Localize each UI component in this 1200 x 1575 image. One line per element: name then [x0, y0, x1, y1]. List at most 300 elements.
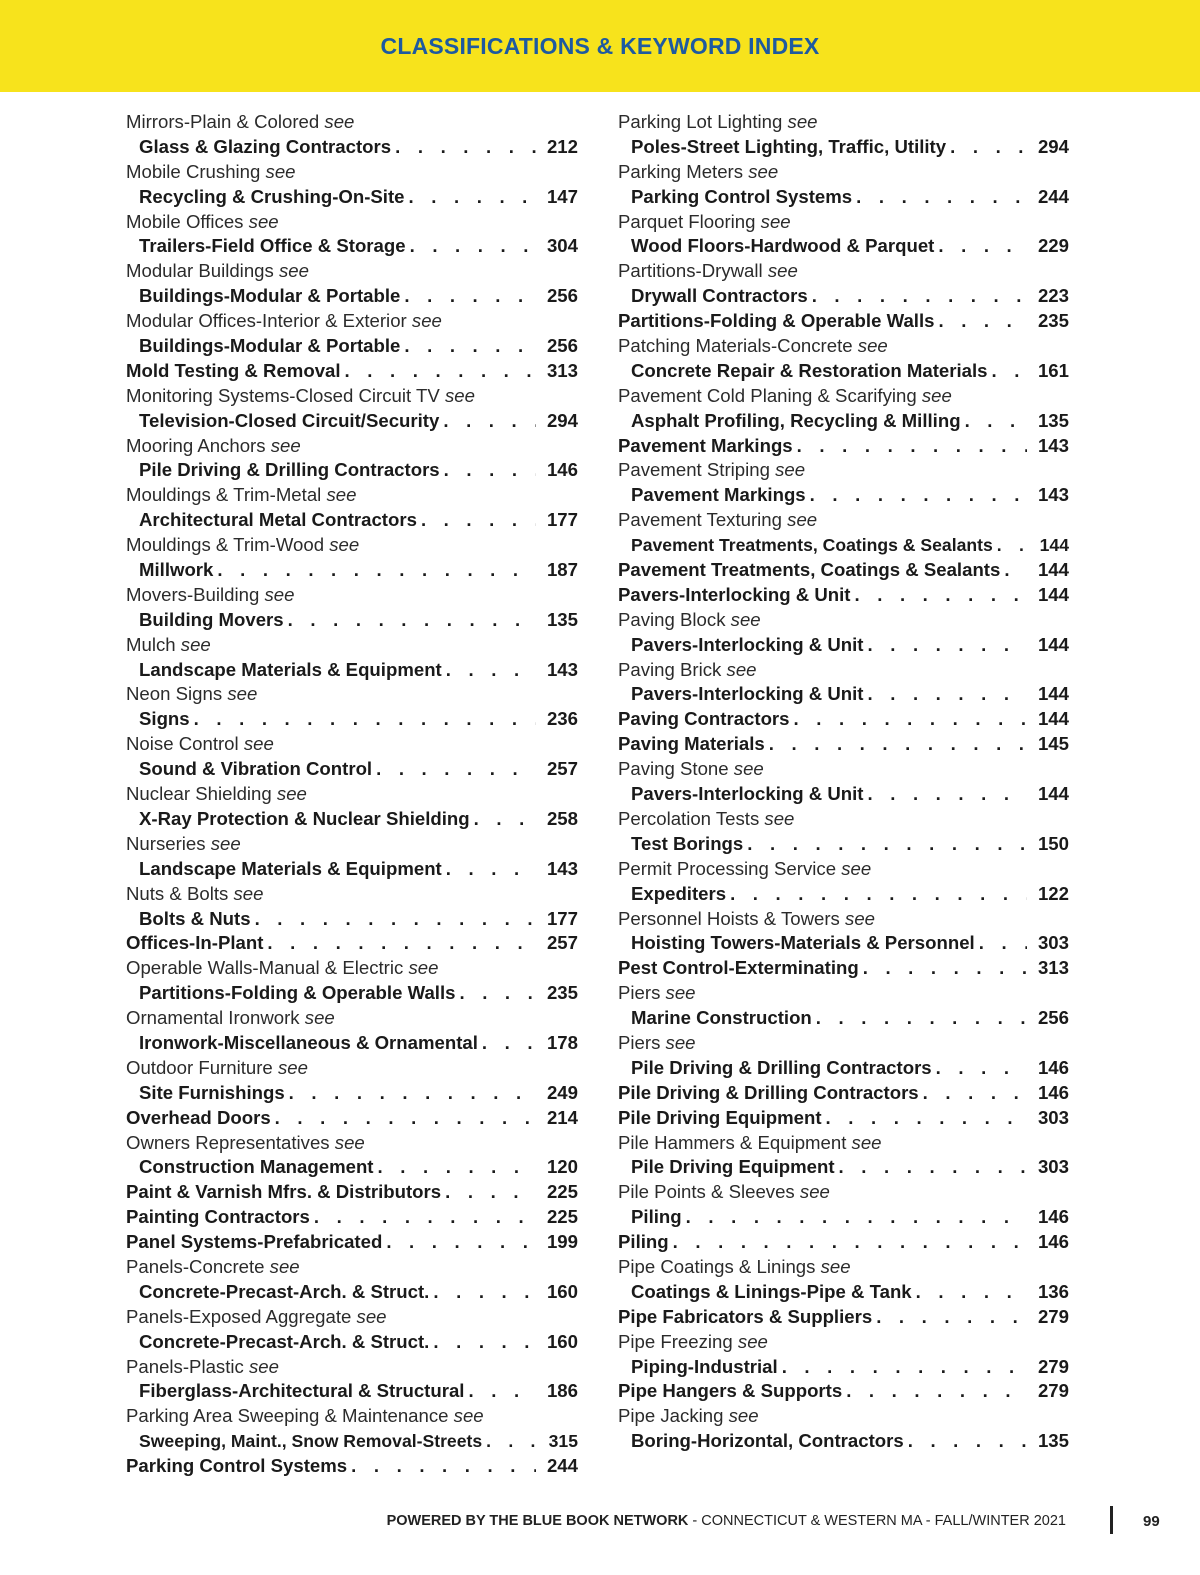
index-classification — [126, 1230, 578, 1255]
reference-keyword: Paving Brick — [618, 658, 722, 680]
index-classification — [618, 1056, 1069, 1081]
index-reference — [126, 259, 578, 284]
dot-leader — [386, 1230, 536, 1255]
dot-leader — [410, 234, 536, 259]
dot-leader — [275, 1106, 536, 1131]
index-classification — [618, 1355, 1069, 1380]
index-classification — [126, 857, 578, 882]
index-reference — [126, 210, 578, 235]
classification-label: Overhead Doors — [126, 1106, 275, 1131]
classification-label: Pavers-Interlocking & Unit — [631, 682, 867, 707]
index-reference — [618, 334, 1069, 359]
classification-page: 279 — [1037, 1305, 1069, 1327]
index-classification — [618, 956, 1069, 981]
index-classification — [618, 707, 1069, 732]
classification-label: Test Borings — [631, 832, 747, 857]
reference-keyword: Modular Buildings — [126, 260, 274, 282]
reference-keyword: Movers-Building — [126, 583, 260, 605]
index-classification — [126, 234, 578, 259]
see-label: see — [264, 583, 295, 605]
index-classification — [618, 1106, 1069, 1131]
classification-label: Parking Control Systems — [126, 1454, 351, 1479]
index-reference — [126, 682, 578, 707]
classification-page: 122 — [1037, 882, 1069, 904]
classification-label: Building Movers — [139, 608, 288, 633]
classification-label: Parking Control Systems — [631, 185, 856, 210]
classification-label: X-Ray Protection & Nuclear Shielding — [139, 807, 474, 832]
index-classification — [126, 1379, 578, 1404]
see-label: see — [248, 1355, 279, 1377]
classification-label: Millwork — [139, 558, 217, 583]
index-classification — [618, 1006, 1069, 1031]
index-classification — [618, 359, 1069, 384]
reference-keyword: Operable Walls-Manual & Electric — [126, 957, 404, 979]
index-reference — [126, 583, 578, 608]
index-reference — [618, 1330, 1069, 1355]
dot-leader — [444, 458, 536, 483]
classification-page: 144 — [1037, 633, 1069, 655]
classification-label: Buildings-Modular & Portable — [139, 284, 404, 309]
dot-leader — [446, 658, 536, 683]
classification-page: 136 — [1037, 1280, 1069, 1302]
classification-page: 143 — [546, 658, 578, 680]
see-label: see — [408, 957, 439, 979]
classification-page: 146 — [1037, 1056, 1069, 1078]
index-classification — [126, 707, 578, 732]
index-classification — [126, 658, 578, 683]
classification-label: Sound & Vibration Control — [139, 757, 376, 782]
classification-label: Drywall Contractors — [631, 284, 812, 309]
classification-label: Poles-Street Lighting, Traffic, Utility — [631, 135, 950, 160]
dot-leader — [936, 1056, 1027, 1081]
classification-page: 160 — [546, 1330, 578, 1352]
index-classification — [126, 508, 578, 533]
index-classification — [618, 1280, 1069, 1305]
index-reference — [126, 882, 578, 907]
classification-page: 177 — [546, 509, 578, 531]
index-reference — [126, 1305, 578, 1330]
reference-keyword: Mouldings & Trim-Wood — [126, 534, 325, 556]
classification-label: Paving Materials — [618, 732, 769, 757]
see-label: see — [270, 434, 301, 456]
classification-label: Offices-In-Plant — [126, 931, 267, 956]
see-label: see — [767, 260, 798, 282]
index-reference — [618, 1404, 1069, 1429]
index-classification — [618, 434, 1069, 459]
classification-page: 279 — [1037, 1355, 1069, 1377]
index-reference — [618, 508, 1069, 533]
reference-keyword: Paving Stone — [618, 758, 729, 780]
reference-keyword: Parking Area Sweeping & Maintenance — [126, 1405, 449, 1427]
index-classification — [618, 558, 1069, 583]
reference-keyword: Parking Meters — [618, 160, 744, 182]
footer-edition: - CONNECTICUT & WESTERN MA - FALL/WINTER 2021 — [688, 1513, 1066, 1529]
dot-leader — [459, 981, 536, 1006]
see-label: see — [269, 1255, 300, 1277]
reference-keyword: Pavement Texturing — [618, 509, 782, 531]
classification-page: 236 — [546, 708, 578, 730]
see-label: see — [324, 111, 355, 132]
index-reference — [618, 981, 1069, 1006]
classification-label: Coatings & Linings-Pipe & Tank — [631, 1280, 916, 1305]
dot-leader — [409, 185, 536, 210]
dot-leader — [486, 1429, 536, 1454]
classification-label: Recycling & Crushing-On-Site — [139, 185, 409, 210]
classification-label: Glass & Glazing Contractors — [139, 135, 395, 160]
index-classification — [126, 907, 578, 932]
see-label: see — [764, 807, 795, 829]
dot-leader — [938, 309, 1027, 334]
classification-page: 279 — [1037, 1380, 1069, 1402]
classification-page: 225 — [546, 1181, 578, 1203]
classification-label: Landscape Materials & Equipment — [139, 857, 446, 882]
classification-label: Paving Contractors — [618, 707, 794, 732]
index-classification — [126, 284, 578, 309]
dot-leader — [1004, 558, 1027, 583]
classification-page: 303 — [1037, 932, 1069, 954]
classification-page: 294 — [546, 409, 578, 431]
classification-label: Site Furnishings — [139, 1081, 289, 1106]
classification-label: Pavement Markings — [631, 483, 810, 508]
classification-label: Wood Floors-Hardwood & Parquet — [631, 234, 938, 259]
reference-keyword: Pile Points & Sleeves — [618, 1181, 795, 1203]
dot-leader — [314, 1205, 536, 1230]
dot-leader — [938, 234, 1027, 259]
reference-keyword: Nuts & Bolts — [126, 882, 229, 904]
reference-keyword: Mirrors-Plain & Colored — [126, 111, 320, 132]
classification-page: 249 — [546, 1081, 578, 1103]
see-label: see — [278, 260, 309, 282]
classification-page: 244 — [546, 1455, 578, 1477]
classification-label: Pavement Treatments, Coatings & Sealants — [618, 558, 1004, 583]
classification-label: Pile Driving & Drilling Contractors — [631, 1056, 936, 1081]
see-label: see — [265, 160, 296, 182]
dot-leader — [433, 1330, 536, 1355]
see-label: see — [210, 832, 241, 854]
see-label: see — [329, 534, 360, 556]
index-reference — [618, 757, 1069, 782]
see-label: see — [227, 683, 258, 705]
see-label: see — [726, 658, 757, 680]
dot-leader — [839, 1155, 1027, 1180]
footer-brand: POWERED BY THE BLUE BOOK NETWORK — [386, 1513, 689, 1529]
index-classification — [618, 533, 1069, 558]
index-reference — [126, 434, 578, 459]
index-classification — [618, 1205, 1069, 1230]
dot-leader — [686, 1205, 1027, 1230]
see-label: see — [730, 608, 761, 630]
see-label: see — [748, 160, 779, 182]
dot-leader — [856, 185, 1027, 210]
classification-label: Pile Driving & Drilling Contractors — [618, 1081, 923, 1106]
dot-leader — [826, 1106, 1027, 1131]
dot-leader — [445, 1180, 536, 1205]
index-reference — [618, 110, 1069, 135]
classification-page: 146 — [1037, 1206, 1069, 1228]
classification-label: Pavers-Interlocking & Unit — [618, 583, 854, 608]
index-classification — [126, 409, 578, 434]
index-reference — [618, 458, 1069, 483]
reference-keyword: Pipe Freezing — [618, 1330, 733, 1352]
classification-page: 145 — [1037, 733, 1069, 755]
classification-label: Pavement Markings — [618, 434, 797, 459]
reference-keyword: Noise Control — [126, 733, 239, 755]
dot-leader — [288, 608, 536, 633]
classification-label: Trailers-Field Office & Storage — [139, 234, 410, 259]
classification-label: Concrete-Precast-Arch. & Struct. — [139, 1280, 433, 1305]
index-column-left — [126, 110, 578, 1479]
classification-label: Signs — [139, 707, 194, 732]
dot-leader — [923, 1081, 1027, 1106]
classification-page: 256 — [546, 335, 578, 357]
index-classification — [126, 1280, 578, 1305]
reference-keyword: Outdoor Furniture — [126, 1056, 273, 1078]
dot-leader — [730, 882, 1027, 907]
index-classification — [618, 782, 1069, 807]
classification-page: 144 — [1037, 783, 1069, 805]
dot-leader — [965, 409, 1027, 434]
page-number: 99 — [1143, 1513, 1160, 1530]
index-reference — [618, 1255, 1069, 1280]
index-reference — [126, 1056, 578, 1081]
classification-page: 256 — [546, 285, 578, 307]
classification-page: 150 — [1037, 832, 1069, 854]
dot-leader — [794, 707, 1027, 732]
index-classification — [126, 185, 578, 210]
reference-keyword: Parquet Flooring — [618, 210, 756, 232]
dot-leader — [255, 907, 536, 932]
index-classification — [126, 1081, 578, 1106]
index-reference — [126, 309, 578, 334]
index-classification — [618, 234, 1069, 259]
see-label: see — [277, 1056, 308, 1078]
index-reference — [618, 1180, 1069, 1205]
classification-label: Ironwork-Miscellaneous & Ornamental — [139, 1031, 482, 1056]
classification-label: Architectural Metal Contractors — [139, 508, 421, 533]
classification-page: 178 — [546, 1031, 578, 1053]
classification-page: 212 — [546, 135, 578, 157]
see-label: see — [733, 758, 764, 780]
index-classification — [126, 608, 578, 633]
dot-leader — [812, 284, 1027, 309]
index-classification — [126, 981, 578, 1006]
dot-leader — [351, 1454, 536, 1479]
reference-keyword: Pavement Striping — [618, 459, 770, 481]
index-reference — [618, 608, 1069, 633]
classification-page: 161 — [1037, 359, 1069, 381]
index-classification — [618, 583, 1069, 608]
classification-page: 135 — [1037, 1430, 1069, 1452]
see-label: see — [728, 1405, 759, 1427]
reference-keyword: Modular Offices-Interior & Exterior — [126, 310, 407, 332]
dot-leader — [217, 558, 536, 583]
classification-page: 229 — [1037, 235, 1069, 257]
index-reference — [618, 807, 1069, 832]
see-label: see — [841, 857, 872, 879]
see-label: see — [356, 1305, 387, 1327]
classification-label: Pile Driving & Drilling Contractors — [139, 458, 444, 483]
index-reference — [126, 483, 578, 508]
index-classification — [618, 185, 1069, 210]
index-classification — [126, 1330, 578, 1355]
classification-page: 146 — [546, 459, 578, 481]
reference-keyword: Piers — [618, 1031, 661, 1053]
index-classification — [618, 1429, 1069, 1454]
index-reference — [126, 1006, 578, 1031]
index-classification — [126, 1031, 578, 1056]
dot-leader — [876, 1305, 1027, 1330]
reference-keyword: Personnel Hoists & Towers — [618, 907, 840, 929]
index-classification — [126, 1454, 578, 1479]
dot-leader — [345, 359, 536, 384]
reference-keyword: Ornamental Ironwork — [126, 1007, 300, 1029]
dot-leader — [950, 135, 1027, 160]
classification-label: Pest Control-Exterminating — [618, 956, 863, 981]
index-classification — [126, 135, 578, 160]
dot-leader — [194, 707, 536, 732]
classification-label: Pavement Treatments, Coatings & Sealants — [631, 533, 997, 558]
index-classification — [618, 135, 1069, 160]
index-classification — [126, 931, 578, 956]
index-reference — [126, 533, 578, 558]
reference-keyword: Paving Block — [618, 608, 726, 630]
dot-leader — [433, 1280, 536, 1305]
dot-leader — [867, 633, 1027, 658]
index-reference — [126, 782, 578, 807]
classification-page: 177 — [546, 907, 578, 929]
index-reference — [618, 210, 1069, 235]
classification-page: 147 — [546, 185, 578, 207]
reference-keyword: Panels-Plastic — [126, 1355, 244, 1377]
dot-leader — [267, 931, 536, 956]
reference-keyword: Owners Representatives — [126, 1131, 330, 1153]
index-reference — [126, 1255, 578, 1280]
classification-page: 146 — [1037, 1081, 1069, 1103]
index-classification — [126, 458, 578, 483]
classification-label: Sweeping, Maint., Snow Removal-Streets — [139, 1429, 486, 1454]
reference-keyword: Pile Hammers & Equipment — [618, 1131, 847, 1153]
dot-leader — [916, 1280, 1027, 1305]
reference-keyword: Permit Processing Service — [618, 857, 837, 879]
dot-leader — [997, 533, 1027, 558]
index-classification — [618, 1305, 1069, 1330]
index-classification — [618, 832, 1069, 857]
classification-page: 187 — [546, 559, 578, 581]
reference-keyword: Parking Lot Lighting — [618, 111, 783, 132]
classification-page: 144 — [1037, 583, 1069, 605]
see-label: see — [411, 310, 442, 332]
dot-leader — [769, 732, 1027, 757]
index-classification — [126, 359, 578, 384]
classification-page: 146 — [1037, 1231, 1069, 1253]
index-reference — [126, 160, 578, 185]
index-reference — [618, 384, 1069, 409]
classification-page: 294 — [1037, 135, 1069, 157]
classification-label: Landscape Materials & Equipment — [139, 658, 446, 683]
dot-leader — [867, 782, 1027, 807]
index-reference — [126, 633, 578, 658]
classification-label: Buildings-Modular & Portable — [139, 334, 404, 359]
classification-page: 313 — [546, 359, 578, 381]
index-classification — [618, 682, 1069, 707]
see-label: see — [243, 733, 274, 755]
classification-page: 199 — [546, 1231, 578, 1253]
classification-label: Partitions-Folding & Operable Walls — [618, 309, 938, 334]
see-label: see — [334, 1131, 365, 1153]
classification-page: 186 — [546, 1380, 578, 1402]
index-reference — [126, 832, 578, 857]
reference-keyword: Pipe Jacking — [618, 1405, 724, 1427]
classification-label: Expediters — [631, 882, 730, 907]
index-reference — [126, 110, 578, 135]
index-reference — [618, 1031, 1069, 1056]
index-classification — [618, 409, 1069, 434]
dot-leader — [378, 1155, 536, 1180]
classification-label: Marine Construction — [631, 1006, 816, 1031]
dot-leader — [376, 757, 536, 782]
classification-label: Piping-Industrial — [631, 1355, 782, 1380]
dot-leader — [846, 1379, 1027, 1404]
dot-leader — [474, 807, 536, 832]
reference-keyword: Nurseries — [126, 832, 206, 854]
index-classification — [126, 1106, 578, 1131]
index-reference — [618, 907, 1069, 932]
classification-page: 135 — [546, 608, 578, 630]
reference-keyword: Nuclear Shielding — [126, 783, 272, 805]
reference-keyword: Panels-Exposed Aggregate — [126, 1305, 352, 1327]
classification-page: 144 — [1039, 535, 1069, 556]
dot-leader — [482, 1031, 536, 1056]
index-classification — [618, 931, 1069, 956]
classification-label: Pavers-Interlocking & Unit — [631, 633, 867, 658]
index-column-right — [618, 110, 1069, 1454]
classification-label: Asphalt Profiling, Recycling & Milling — [631, 409, 965, 434]
index-reference — [618, 857, 1069, 882]
reference-keyword: Mobile Offices — [126, 210, 244, 232]
classification-page: 258 — [546, 807, 578, 829]
see-label: see — [233, 882, 264, 904]
dot-leader — [782, 1355, 1027, 1380]
index-reference — [618, 259, 1069, 284]
reference-keyword: Patching Materials-Concrete — [618, 335, 853, 357]
see-label: see — [857, 335, 888, 357]
index-classification — [126, 558, 578, 583]
classification-page: 225 — [546, 1206, 578, 1228]
classification-page: 313 — [1037, 957, 1069, 979]
classification-label: Mold Testing & Removal — [126, 359, 345, 384]
index-classification — [126, 1429, 578, 1454]
dot-leader — [854, 583, 1027, 608]
index-classification — [126, 757, 578, 782]
classification-page: 315 — [548, 1431, 578, 1452]
classification-page: 143 — [1037, 484, 1069, 506]
see-label: see — [444, 384, 475, 406]
classification-page: 143 — [546, 857, 578, 879]
see-label: see — [453, 1405, 484, 1427]
dot-leader — [863, 956, 1027, 981]
classification-page: 144 — [1037, 559, 1069, 581]
dot-leader — [991, 359, 1027, 384]
reference-keyword: Mulch — [126, 633, 176, 655]
reference-keyword: Partitions-Drywall — [618, 260, 763, 282]
see-label: see — [845, 907, 876, 929]
classification-label: Piling — [631, 1205, 686, 1230]
classification-page: 223 — [1037, 285, 1069, 307]
classification-page: 144 — [1037, 708, 1069, 730]
index-classification — [126, 1205, 578, 1230]
see-label: see — [820, 1255, 851, 1277]
see-label: see — [180, 633, 211, 655]
